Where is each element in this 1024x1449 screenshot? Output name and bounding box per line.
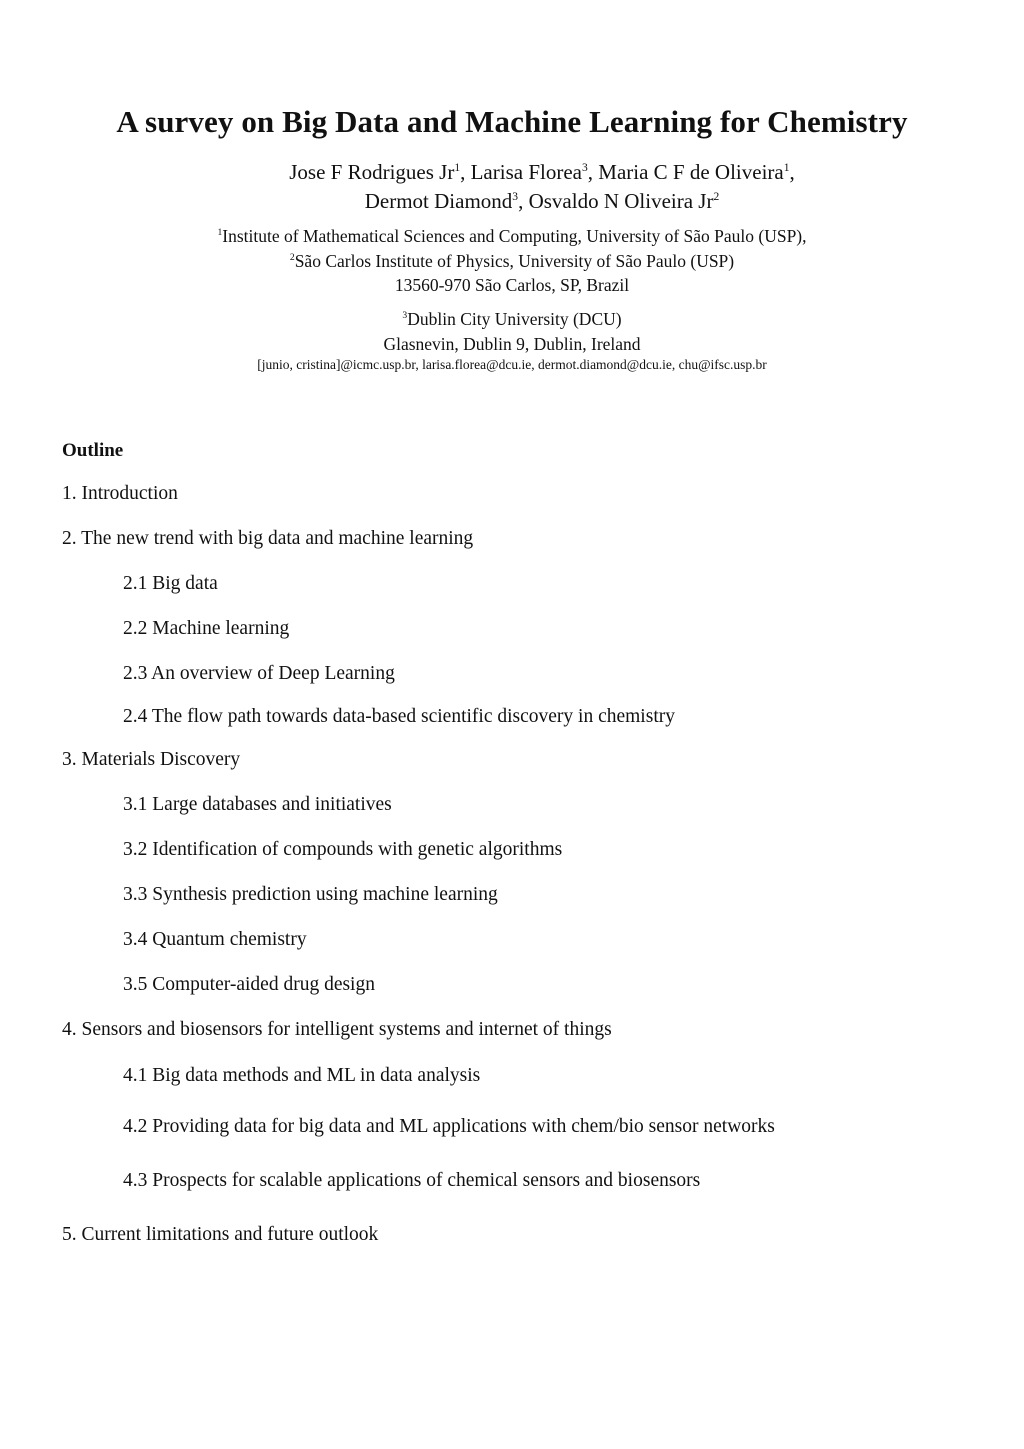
affiliation-text: Dublin City University (DCU) bbox=[407, 309, 622, 329]
affiliation-marker: 3 bbox=[581, 162, 588, 174]
outline-item: 4. Sensors and biosensors for intelligent systems and internet of things bbox=[62, 1019, 612, 1040]
affiliation-number: 3 bbox=[402, 310, 408, 322]
affiliation-marker: 1 bbox=[454, 162, 461, 174]
affiliation-marker: 3 bbox=[512, 191, 519, 203]
outline-item: 5. Current limitations and future outlook bbox=[62, 1224, 379, 1245]
affiliation-1 bbox=[0, 224, 1024, 249]
outline-subitem: 2.1 Big data bbox=[123, 573, 218, 594]
outline-subitem: 4.1 Big data methods and ML in data analysis bbox=[123, 1065, 481, 1086]
paper-title: A survey on Big Data and Machine Learning for Chemistry bbox=[116, 104, 908, 139]
affiliation-text: Institute of Mathematical Sciences and Computing, University of São Paulo (USP), bbox=[222, 226, 807, 246]
outline-subitem: 3.3 Synthesis prediction using machine learning bbox=[123, 884, 498, 905]
outline-heading: Outline bbox=[62, 440, 124, 461]
outline-subitem: 4.2 Providing data for big data and ML applications with chem/bio sensor networks bbox=[123, 1116, 775, 1137]
affiliation-number: 1 bbox=[217, 227, 223, 239]
author-line-2: Dermot Diamond$^3$, Osvaldo N Oliveira Jr$^2$ bbox=[364, 189, 720, 213]
author-name: Maria C F de Oliveira bbox=[598, 160, 784, 184]
author-line-1: Jose F Rodrigues Jr$^1$, Larisa Florea$^3$, Maria C F de Oliveira$^1$, bbox=[289, 160, 795, 184]
outline-subitem: 2.2 Machine learning bbox=[123, 618, 290, 639]
outline-subitem: 4.3 Prospects for scalable applications of chemical sensors and biosensors bbox=[123, 1170, 701, 1191]
outline-subitem: 3.4 Quantum chemistry bbox=[123, 929, 307, 950]
author-name: Dermot Diamond bbox=[364, 189, 513, 213]
outline-subitem: 3.2 Identification of compounds with genetic algorithms bbox=[123, 839, 563, 860]
affiliation-address: Glasnevin, Dublin 9, Dublin, Ireland bbox=[383, 333, 641, 354]
outline-subitem: 2.4 The flow path towards data-based scientific discovery in chemistry bbox=[123, 706, 675, 727]
author-name: Jose F Rodrigues Jr bbox=[289, 160, 455, 184]
affiliation-2 bbox=[0, 249, 1024, 274]
affiliation-text: São Carlos Institute of Physics, University of São Paulo (USP) bbox=[294, 250, 735, 271]
author-name: Larisa Florea bbox=[470, 160, 582, 184]
outline-subitem: 3.5 Computer-aided drug design bbox=[123, 974, 375, 995]
outline-subitem: 2.3 An overview of Deep Learning bbox=[123, 663, 395, 684]
affiliation-3 bbox=[0, 307, 1024, 332]
affiliation-address: 13560-970 São Carlos, SP, Brazil bbox=[394, 275, 630, 295]
outline-subitem: 3.1 Large databases and initiatives bbox=[123, 794, 392, 815]
affiliations-dcu bbox=[0, 307, 1024, 356]
outline-item: 2. The new trend with big data and machine learning bbox=[62, 528, 474, 549]
outline-item: 3. Materials Discovery bbox=[62, 749, 241, 770]
affiliation-marker: 1 bbox=[783, 162, 790, 174]
author-emails: [junio, cristina]@icmc.usp.br, larisa.florea@dcu.ie, dermot.diamond@dcu.ie, chu@ifsc.usp.br bbox=[257, 357, 767, 372]
affiliations-usp bbox=[0, 224, 1024, 298]
outline-item: 1. Introduction bbox=[62, 483, 178, 504]
author-list bbox=[0, 158, 1024, 216]
affiliation-number: 2 bbox=[289, 251, 295, 263]
author-name: Osvaldo N Oliveira Jr bbox=[528, 189, 714, 213]
affiliation-marker: 2 bbox=[713, 191, 720, 203]
